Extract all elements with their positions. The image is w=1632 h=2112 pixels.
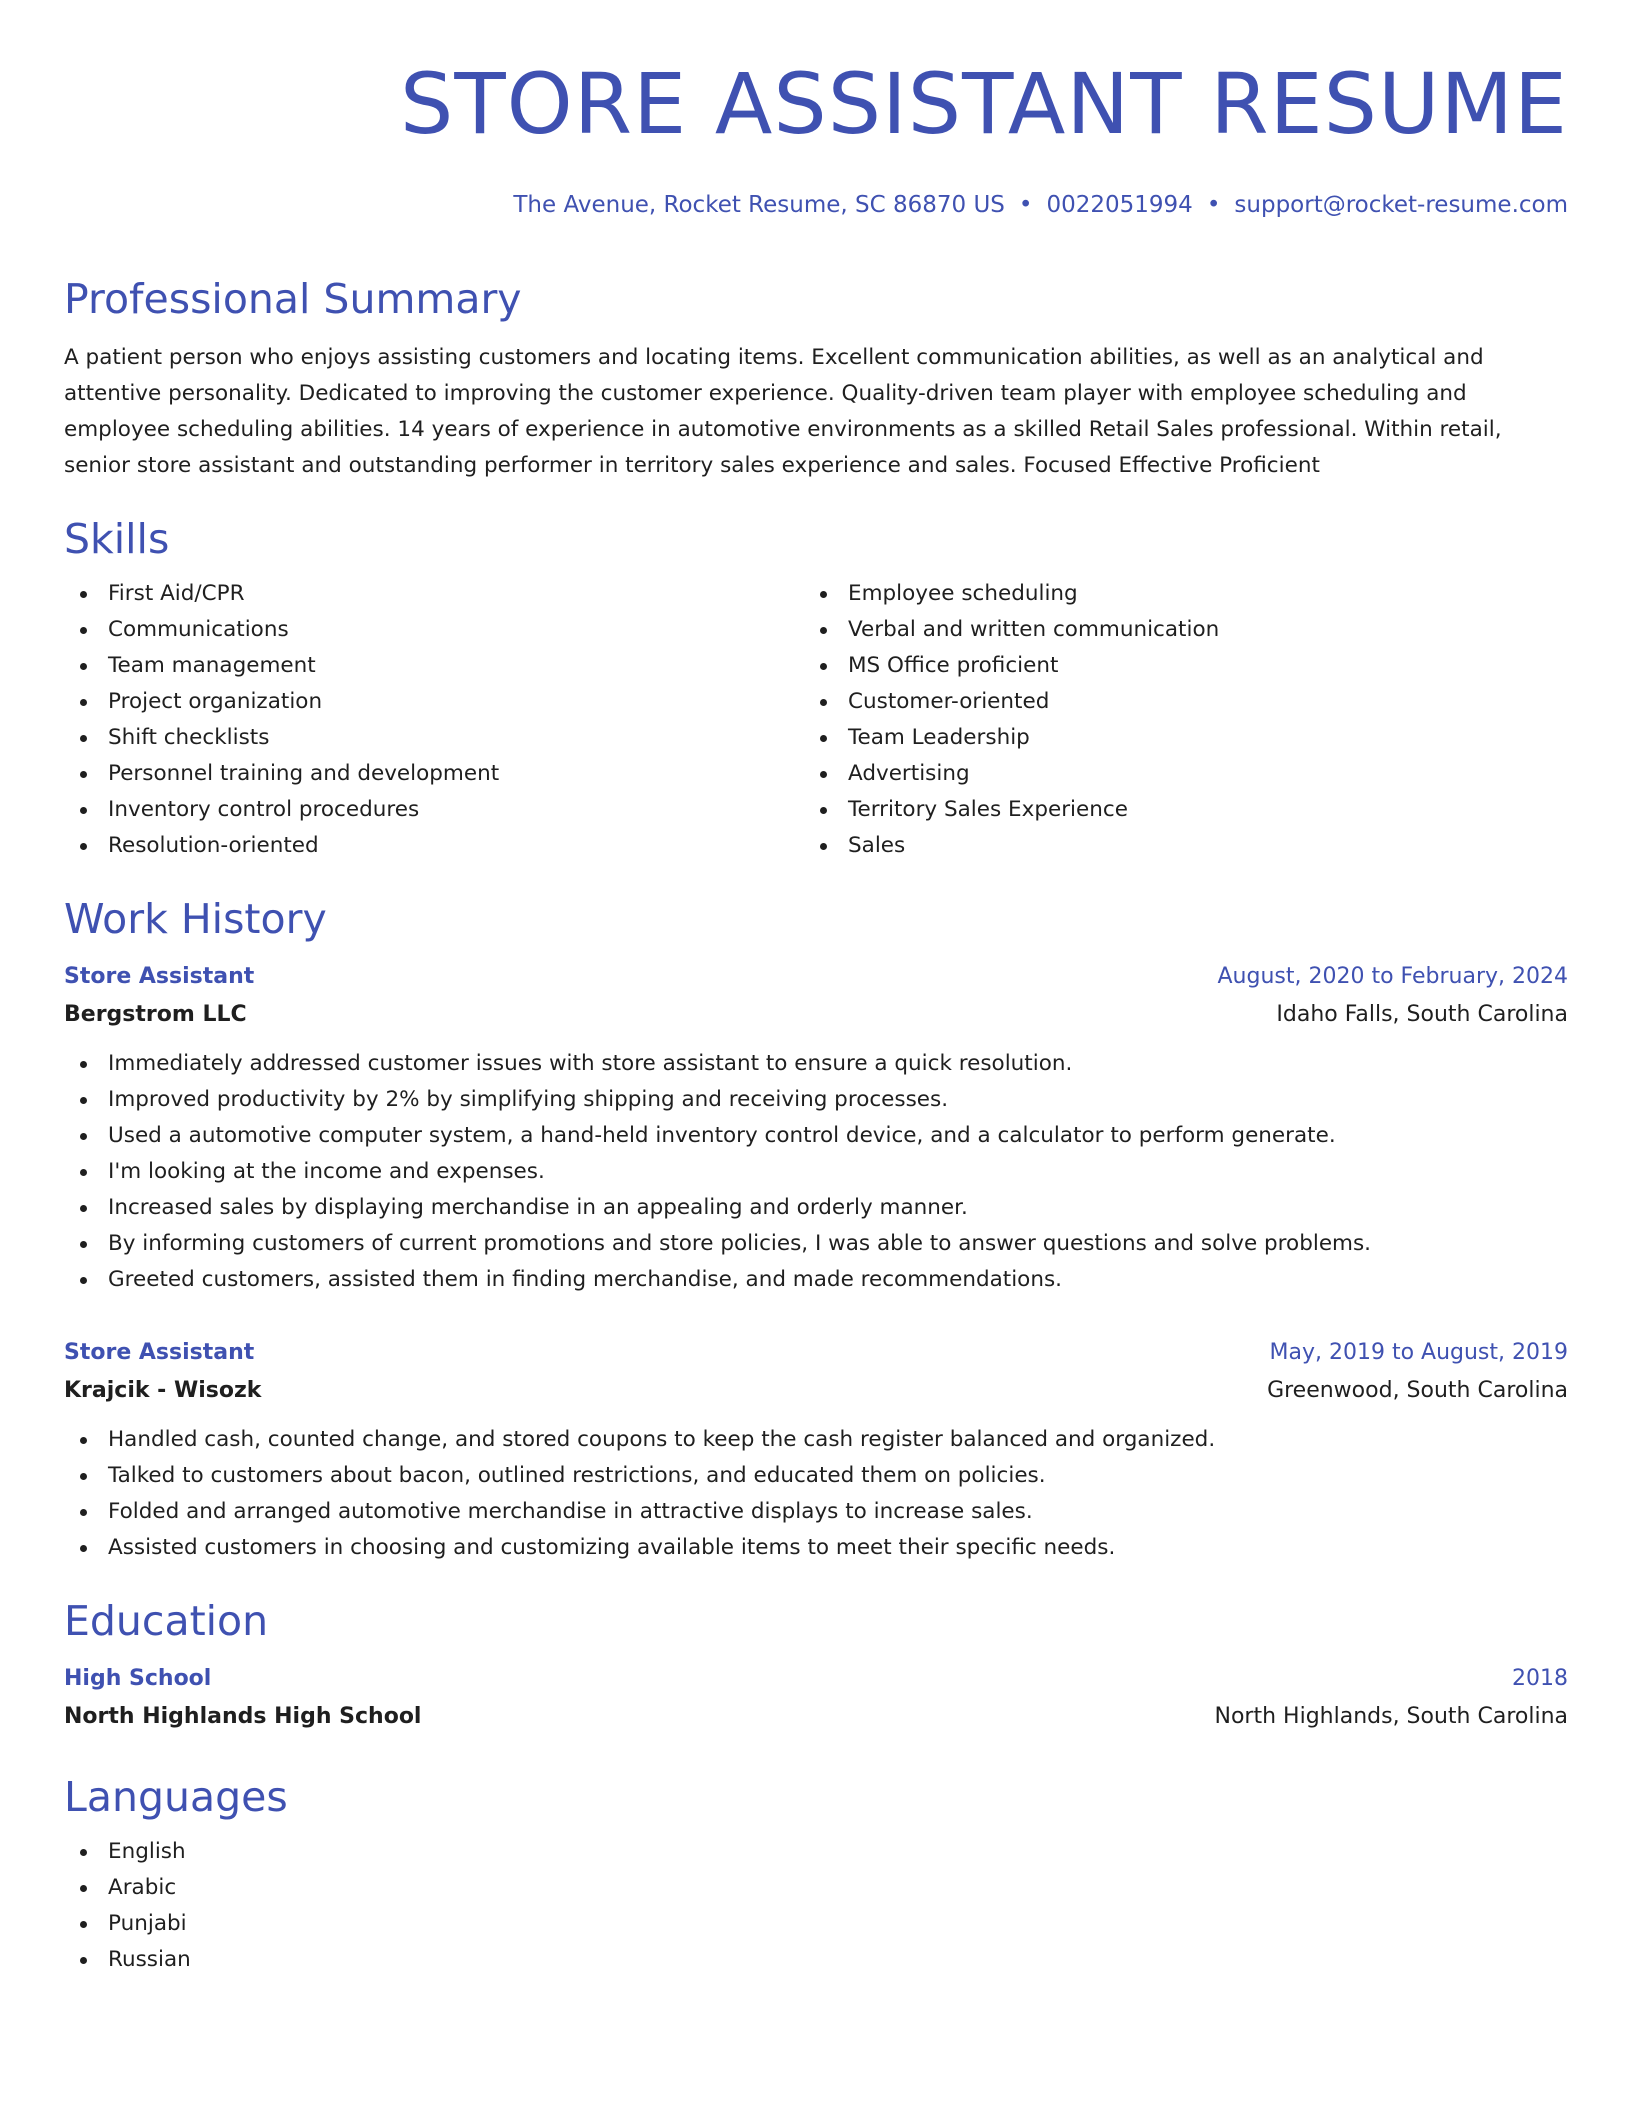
education-year: 2018 — [1512, 1666, 1568, 1691]
skill-item: Team Leadership — [804, 720, 1564, 756]
job-header-row — [64, 958, 1568, 996]
education-location: North Highlands, South Carolina — [1214, 1704, 1568, 1729]
job-location: Greenwood, South Carolina — [1267, 1378, 1568, 1403]
skill-item: Resolution-oriented — [64, 828, 804, 864]
job-duties — [64, 1046, 1568, 1298]
duty-item: I'm looking at the income and expenses. — [64, 1154, 1568, 1190]
skill-item: First Aid/CPR — [64, 576, 804, 612]
skill-item: Inventory control procedures — [64, 792, 804, 828]
contact-line — [64, 190, 1568, 220]
duty-item: Folded and arranged automotive merchandise in attractive displays to increase sales. — [64, 1494, 1568, 1530]
education-school: North Highlands High School — [64, 1704, 422, 1729]
skill-item: Sales — [804, 828, 1564, 864]
duty-item: Immediately addressed customer issues with store assistant to ensure a quick resolution. — [64, 1046, 1568, 1082]
language-item: Punjabi — [64, 1906, 1568, 1942]
job-company: Bergstrom LLC — [64, 1002, 247, 1027]
resume-title: STORE ASSISTANT RESUME — [400, 55, 1568, 153]
duty-item: Increased sales by displaying merchandise in an appealing and orderly manner. — [64, 1190, 1568, 1226]
skill-item: Team management — [64, 648, 804, 684]
job-duties — [64, 1422, 1568, 1566]
education-entry — [64, 1660, 1568, 1736]
job-entry — [64, 958, 1568, 1298]
skill-item: Advertising — [804, 756, 1564, 792]
job-header-row — [64, 1334, 1568, 1372]
education-school-row — [64, 1698, 1568, 1736]
language-item: Russian — [64, 1942, 1568, 1978]
phone: 0022051994 — [1046, 192, 1193, 218]
skills-column-left — [64, 576, 804, 864]
job-company: Krajcik - Wisozk — [64, 1378, 262, 1403]
job-location: Idaho Falls, South Carolina — [1276, 1002, 1568, 1027]
education-degree: High School — [64, 1666, 212, 1691]
skill-item: Project organization — [64, 684, 804, 720]
duty-item: Handled cash, counted change, and stored coupons to keep the cash register balanced and organized. — [64, 1422, 1568, 1458]
language-item: Arabic — [64, 1870, 1568, 1906]
duty-item: Greeted customers, assisted them in finding merchandise, and made recommendations. — [64, 1262, 1568, 1298]
duty-item: Used a automotive computer system, a hand-held inventory control device, and a calculator to perform generate. — [64, 1118, 1568, 1154]
job-company-row — [64, 996, 1568, 1034]
skill-item: Employee scheduling — [804, 576, 1564, 612]
skills-column-right — [804, 576, 1564, 864]
job-role: Store Assistant — [64, 1340, 255, 1365]
email-link[interactable]: support@rocket-resume.com — [1234, 192, 1568, 218]
job-role: Store Assistant — [64, 964, 255, 989]
skill-item: MS Office proficient — [804, 648, 1564, 684]
duty-item: Talked to customers about bacon, outlined restrictions, and educated them on policies. — [64, 1458, 1568, 1494]
skills-list — [64, 576, 1568, 864]
skill-item: Shift checklists — [64, 720, 804, 756]
skills-heading: Skills — [64, 515, 170, 563]
address: The Avenue, Rocket Resume, SC 86870 US — [513, 192, 1005, 218]
summary-heading: Professional Summary — [64, 275, 522, 323]
job-company-row — [64, 1372, 1568, 1410]
skill-item: Verbal and written communication — [804, 612, 1564, 648]
separator-dot: • — [1018, 192, 1033, 218]
education-header-row — [64, 1660, 1568, 1698]
job-entry — [64, 1334, 1568, 1566]
language-item: English — [64, 1834, 1568, 1870]
summary-text: A patient person who enjoys assisting customers and locating items. Excellent communication abilities, as well as an analytical and attentive personality. Dedicated to improving the customer experience. Quality-driven team player with employee scheduling and employee scheduling abilities. 14 years of experience in automotive environments as a skilled Retail Sales professional. Within retail, senior store assistant and outstanding performer in territory sales experience and sales. Focused Effective Proficient — [64, 345, 1502, 478]
separator-dot: • — [1206, 192, 1221, 218]
languages-heading: Languages — [64, 1773, 288, 1821]
skill-item: Communications — [64, 612, 804, 648]
job-dates: May, 2019 to August, 2019 — [1269, 1340, 1568, 1365]
duty-item: By informing customers of current promotions and store policies, I was able to answer questions and solve problems. — [64, 1226, 1568, 1262]
languages-list — [64, 1834, 1568, 1978]
duty-item: Improved productivity by 2% by simplifying shipping and receiving processes. — [64, 1082, 1568, 1118]
job-dates: August, 2020 to February, 2024 — [1217, 964, 1568, 989]
duty-item: Assisted customers in choosing and customizing available items to meet their specific needs. — [64, 1530, 1568, 1566]
skill-item: Customer-oriented — [804, 684, 1564, 720]
education-heading: Education — [64, 1597, 269, 1645]
work-history-heading: Work History — [64, 895, 327, 943]
skill-item: Territory Sales Experience — [804, 792, 1564, 828]
skill-item: Personnel training and development — [64, 756, 804, 792]
